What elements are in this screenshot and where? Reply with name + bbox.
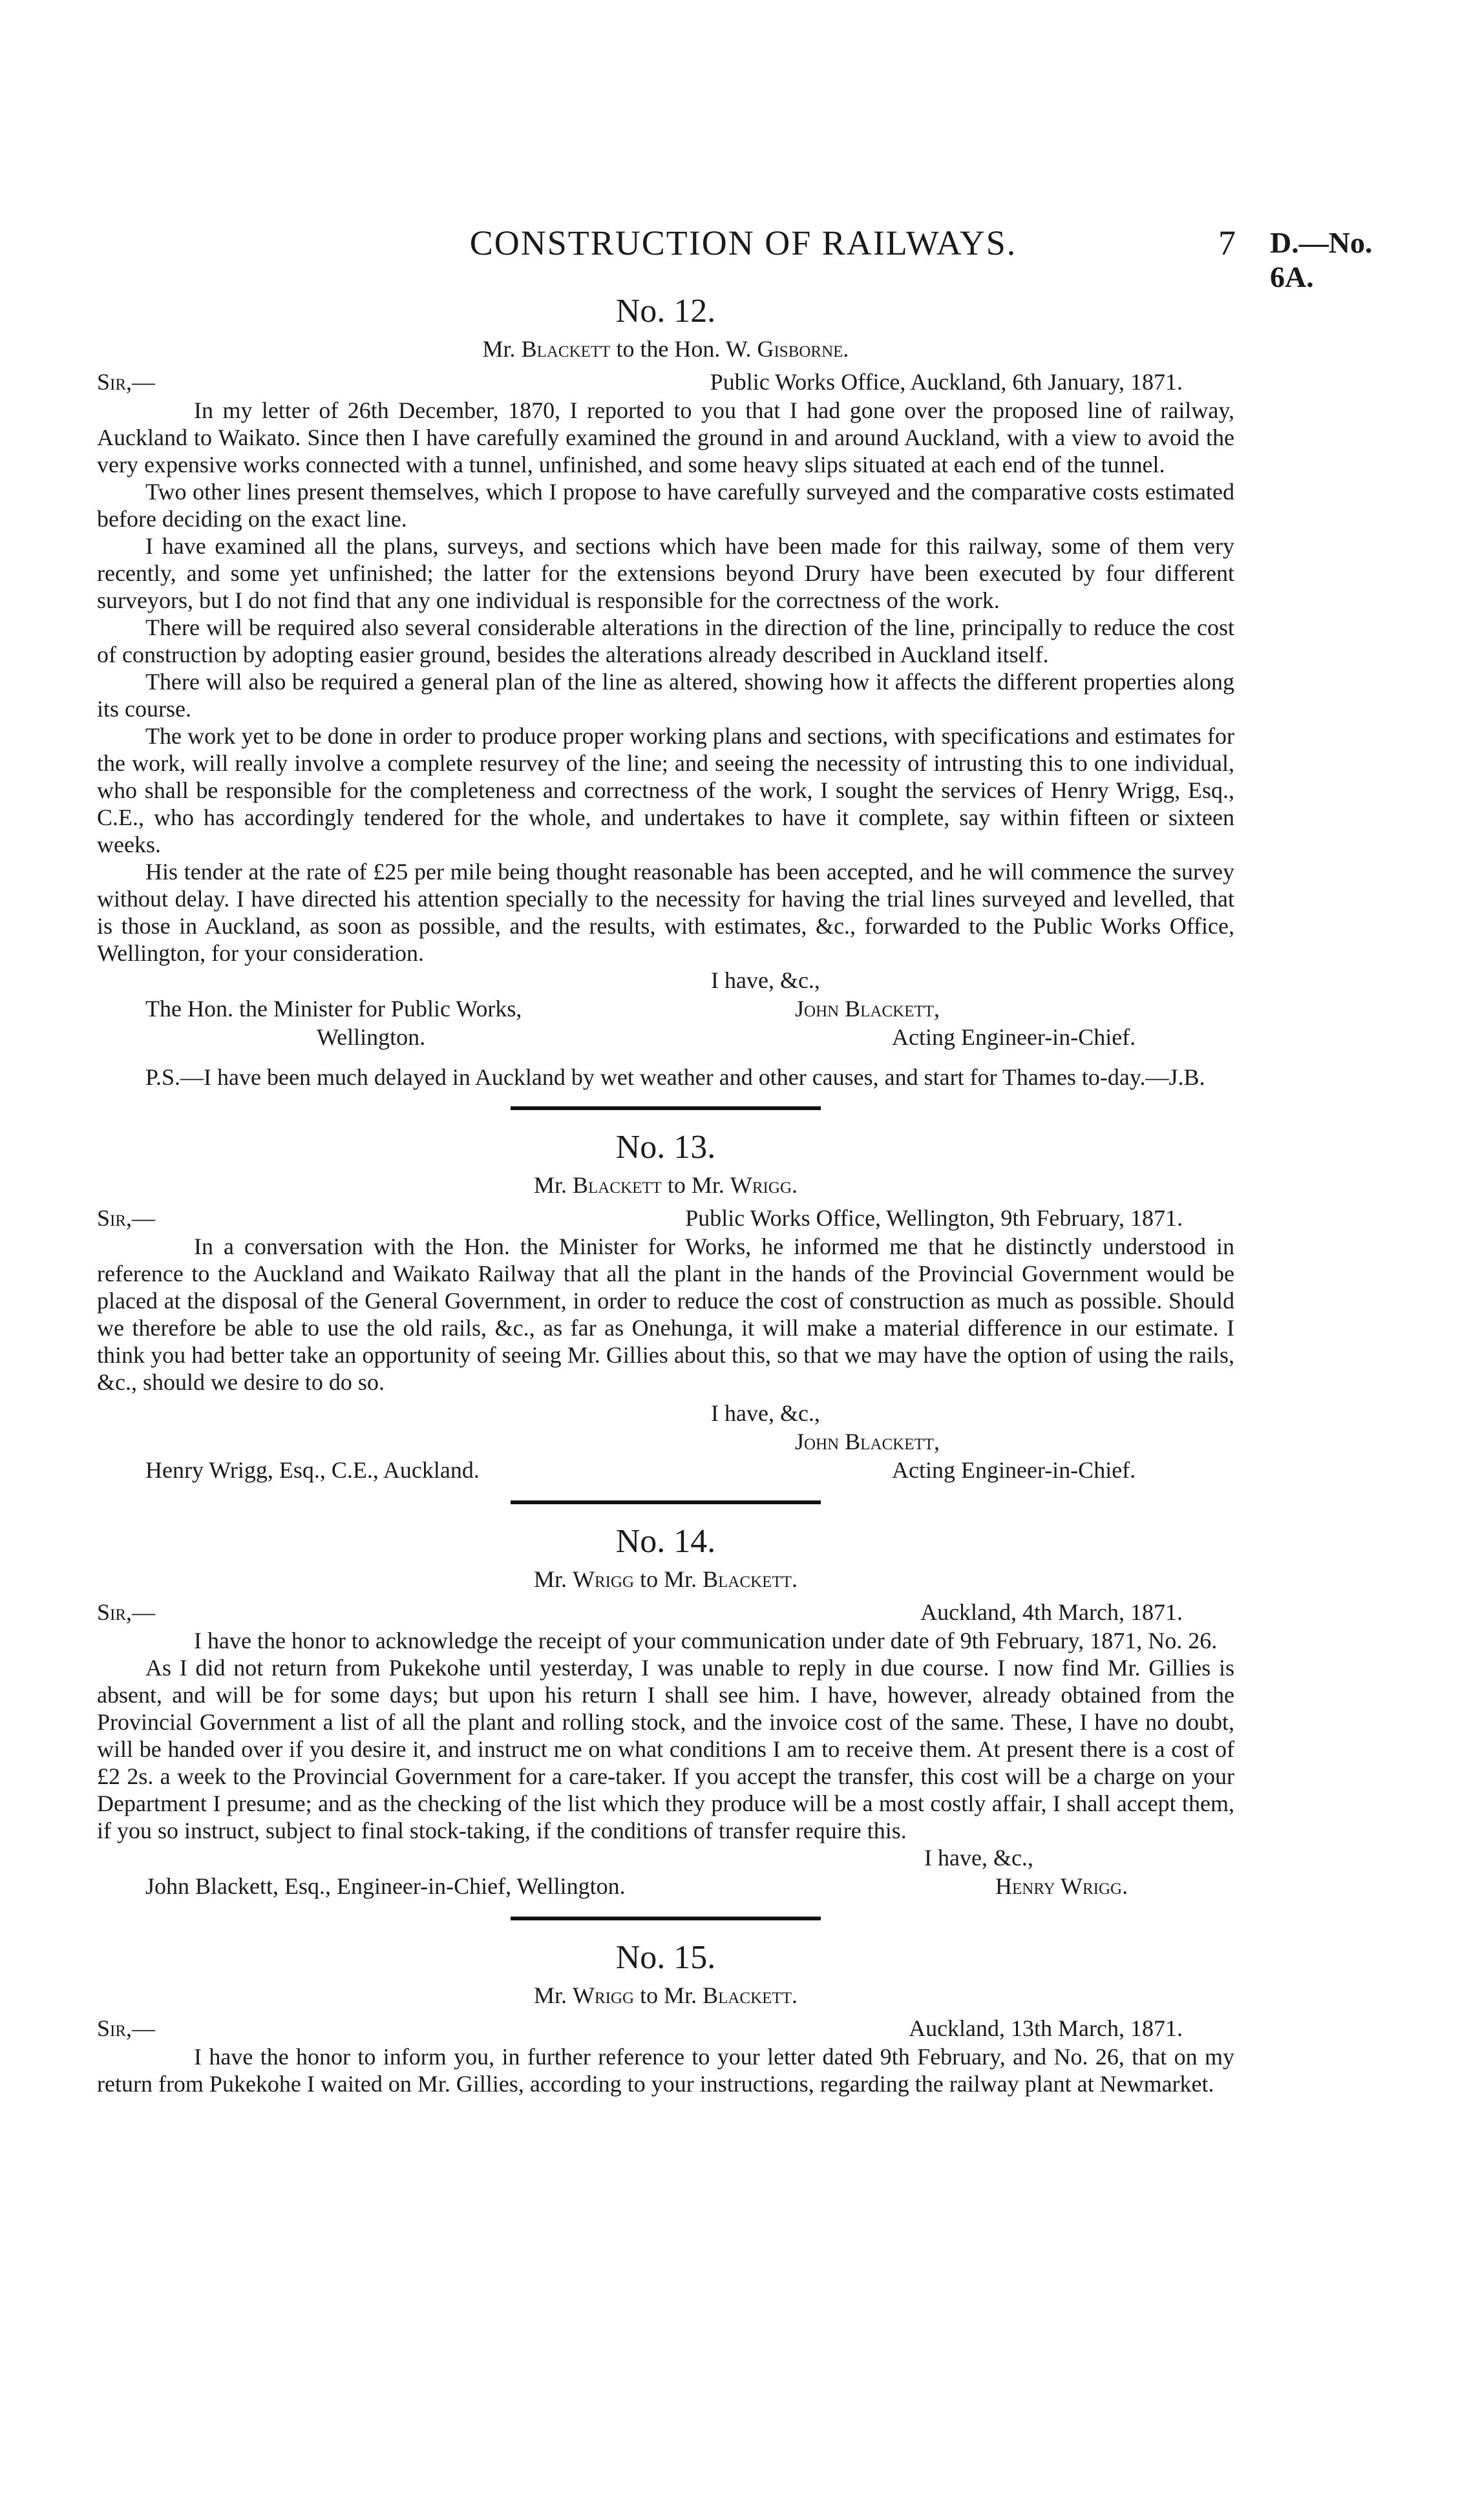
parties-to: Blackett.	[703, 1982, 798, 2008]
parties-from: Blackett	[573, 1172, 662, 1198]
letter-parties	[97, 1981, 1234, 2010]
paragraph: I have the honor to acknowledge the receipt of your communication under date of 9th February, 1871, No. 26.	[194, 1628, 1218, 1654]
salutation-row	[97, 1599, 1234, 1627]
letter-no-12	[97, 292, 1234, 1110]
section-rule	[511, 1500, 821, 1504]
letter-number: No. 15.	[615, 1939, 716, 1976]
parties-mr: Mr.	[533, 1982, 567, 2008]
letter-number: No. 13.	[615, 1129, 716, 1166]
paragraph: In my letter of 26th December, 1870, I reported to you that I had gone over the proposed line of railway, Auckland to Waikato. Since then I have carefully examined the ground in and around Auckland, with a view to avoid the very expensive works connected with a tunnel, unfinished, and some heavy slips situated at each end of the tunnel.	[97, 397, 1234, 478]
parties-mid: to Mr.	[640, 1982, 697, 2008]
letter-number: No. 14.	[615, 1523, 716, 1560]
running-header	[97, 223, 1390, 293]
paragraph: His tender at the rate of £25 per mile being thought reasonable has been accepted, and he will commence the survey without delay. I have directed his attention specially to the necessity for having the trial lines surveyed and levelled, that is those in Auckland, as soon as possible, and the results, with estimates, &c., forwarded to the Public Works Office, Wellington, for your consideration.	[97, 859, 1234, 966]
running-title: CONSTRUCTION OF RAILWAYS.	[469, 224, 1017, 262]
postscript: P.S.—I have been much delayed in Auckland by wet weather and other causes, and start for Thames to-day.—J.B.	[145, 1064, 1205, 1090]
paragraph: As I did not return from Pukekohe until yesterday, I was unable to reply in due course. I now find Mr. Gillies is absent, and will be for some days; but upon his return I shall see him. I have, however, already obtained from the Provincial Government a list of all the plant and rolling stock, and the invoice cost of the same. These, I have no doubt, will be handed over if you desire it, and instruct me on what conditions I am to receive them. At present there is a cost of £2 2s. a week to the Provincial Government for a care-taker. If you accept the transfer, this cost will be a charge on your Department I presume; and as the checking of the list which they produce will be a most costly affair, I shall accept them, if you so instruct, subject to final stock-taking, if the conditions of transfer require this.	[97, 1655, 1234, 1843]
parties-mid: to the Hon. W.	[616, 336, 752, 362]
parties-mr: Mr.	[482, 336, 516, 362]
parties-to: Blackett.	[703, 1566, 798, 1592]
dateline: Public Works Office, Wellington, 9th February, 1871.	[685, 1205, 1183, 1231]
paragraph: In a conversation with the Hon. the Minister for Works, he informed me that he distinctly understood in reference to the Auckland and Waikato Railway that all the plant in the hands of the Provincial Government would be placed at the disposal of the General Government, in order to reduce the cost of construction as much as possible. Should we therefore be able to use the old rails, &c., as far as Onehunga, it will make a material difference in our estimate. I think you had better take an opportunity of seeing Mr. Gillies about this, so that we may have the option of using the rails, &c., should we desire to do so.	[97, 1234, 1234, 1395]
i-have: I have, &c.,	[711, 967, 820, 993]
closing-row	[97, 1024, 1234, 1052]
parties-from: Wrigg	[573, 1566, 635, 1592]
i-have: I have, &c.,	[924, 1845, 1033, 1871]
salutation-row	[97, 1204, 1234, 1233]
closing-row	[97, 1456, 1234, 1485]
paragraph: Two other lines present themselves, which I propose to have carefully surveyed and the comparative costs estimated before deciding on the exact line.	[97, 479, 1234, 532]
salutation-row	[97, 368, 1234, 397]
section-rule	[511, 1916, 821, 1920]
dateline: Auckland, 4th March, 1871.	[920, 1599, 1183, 1625]
letter-no-15	[97, 1938, 1234, 2097]
parties-mr: Mr.	[533, 1566, 567, 1592]
section-rule	[511, 1106, 821, 1110]
letter-parties	[97, 1171, 1234, 1199]
parties-from: Blackett	[521, 336, 611, 362]
closing-row	[97, 1844, 1234, 1873]
addressee: Henry Wrigg, Esq., C.E., Auckland.	[145, 1457, 480, 1483]
addressee: The Hon. the Minister for Public Works,	[145, 996, 522, 1022]
addressee-location: Wellington.	[317, 1024, 426, 1050]
signer: John Blackett,	[795, 1429, 940, 1454]
paragraph: There will also be required a general plan of the line as altered, showing how it affects the different properties along its course.	[97, 669, 1234, 722]
letter-no-13	[97, 1128, 1234, 1504]
letter-parties	[97, 335, 1234, 363]
parties-mr: Mr.	[533, 1172, 567, 1198]
parties-to: Gisborne.	[757, 336, 849, 362]
addressee: John Blackett, Esq., Engineer-in-Chief, Wellington.	[145, 1873, 626, 1899]
closing-row	[97, 967, 1234, 995]
signer-title: Acting Engineer-in-Chief.	[892, 1457, 1136, 1483]
signer: Henry Wrigg.	[995, 1873, 1128, 1899]
document-reference: D.—No. 6A.	[1270, 226, 1373, 293]
paragraph: There will be required also several considerable alterations in the direction of the line, principally to reduce the cost of construction by adopting easier ground, besides the alterations already described in Auckland itself.	[97, 614, 1234, 667]
signer-title: Acting Engineer-in-Chief.	[892, 1024, 1136, 1050]
dateline: Public Works Office, Auckland, 6th January, 1871.	[710, 369, 1183, 395]
closing-row	[97, 1428, 1234, 1456]
parties-to: Wrigg.	[730, 1172, 798, 1198]
i-have: I have, &c.,	[711, 1400, 820, 1426]
salutation: Sir,—	[97, 1599, 156, 1625]
closing-row	[97, 1400, 1234, 1428]
salutation-row	[97, 2015, 1234, 2043]
parties-mid: to Mr.	[667, 1172, 724, 1198]
salutation: Sir,—	[97, 1205, 156, 1231]
paragraph: I have examined all the plans, surveys, and sections which have been made for this railway, some of them very recently, and some yet unfinished; the latter for the extensions beyond Drury have been executed by four different surveyors, but I do not find that any one individual is responsible for the correctness of the work.	[97, 533, 1234, 613]
closing-row	[97, 995, 1234, 1024]
dateline: Auckland, 13th March, 1871.	[909, 2015, 1183, 2041]
page-number: 7	[1218, 224, 1236, 262]
salutation: Sir,—	[97, 369, 156, 395]
signer: John Blackett,	[795, 996, 940, 1022]
paragraph: I have the honor to inform you, in further reference to your letter dated 9th February, and No. 26, that on my return from Pukekohe I waited on Mr. Gillies, according to your instructions, regarding the railway plant at Newmarket.	[97, 2044, 1234, 2097]
letters-content	[97, 284, 1234, 2097]
salutation: Sir,—	[97, 2015, 156, 2041]
parties-mid: to Mr.	[640, 1566, 697, 1592]
paragraph: The work yet to be done in order to produce proper working plans and sections, with specifications and estimates for the work, will really involve a complete resurvey of the line; and seeing the necessity of intrusting this to one individual, who shall be responsible for the completeness and correctness of the work, I sought the services of Henry Wrigg, Esq., C.E., who has accordingly tendered for the whole, and undertakes to have it complete, say within fifteen or sixteen weeks.	[97, 723, 1234, 857]
letter-parties	[97, 1565, 1234, 1593]
letter-number: No. 12.	[615, 293, 716, 330]
parties-from: Wrigg	[573, 1982, 635, 2008]
closing-row	[97, 1873, 1234, 1901]
letter-no-14	[97, 1522, 1234, 1920]
